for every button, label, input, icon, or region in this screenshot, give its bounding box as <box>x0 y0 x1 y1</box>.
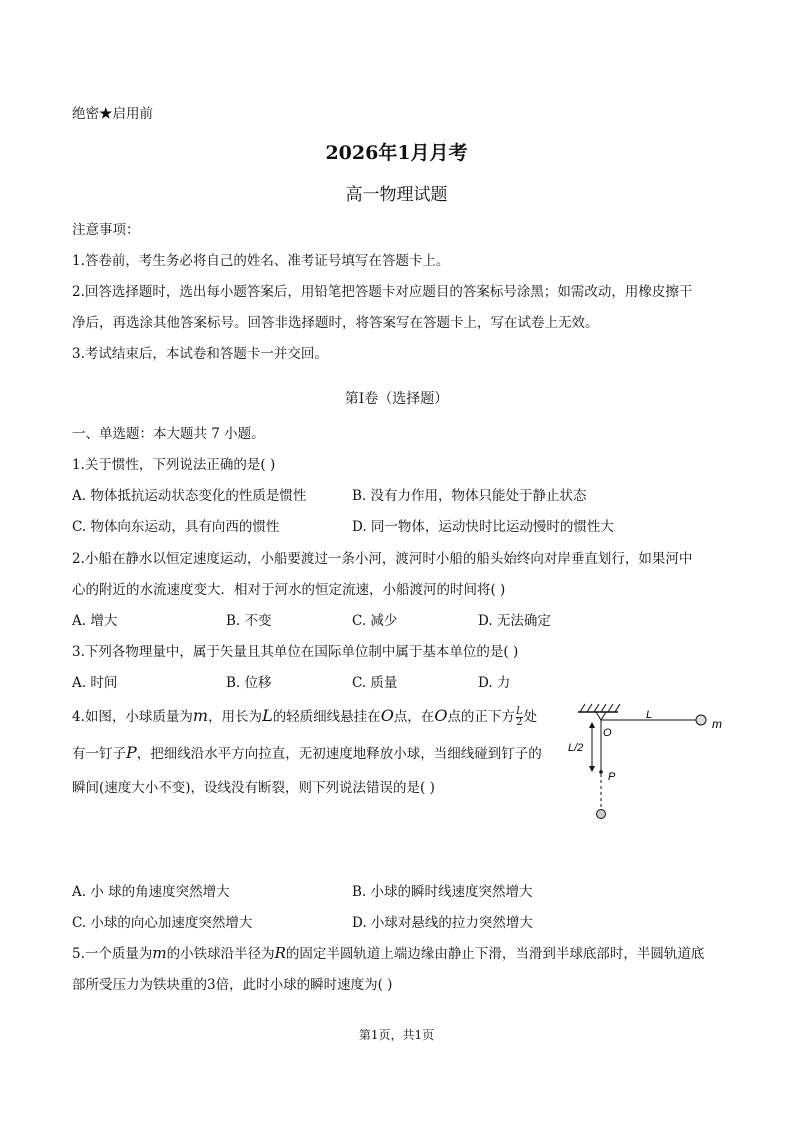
peg-p <box>599 770 603 774</box>
q4-frac-den: 2 <box>516 717 523 728</box>
exam-title: 2026年1月月考 <box>325 142 468 164</box>
q3-option-c: C. 质量 <box>352 675 398 691</box>
note-item-2-cont: 净后，再选涂其他答案标号。回答非选择题时，将答案写在答题卡上，写在试卷上无效。 <box>72 315 599 331</box>
q5-var-m: m <box>152 944 167 962</box>
q4-text: 有一钉子 <box>72 746 126 762</box>
notes-heading: 注意事项： <box>72 222 140 238</box>
q5-text: 的小铁球沿半径为 <box>166 946 275 962</box>
q2-stem-line1: 2.小船在静水以恒定速度运动，小船要渡过一条小河，渡河时小船的船头始终向对岸垂直划行，如果河中 <box>72 551 693 567</box>
label-O: O <box>603 727 612 739</box>
ball-m <box>696 715 706 725</box>
q4-fraction <box>516 707 523 728</box>
q4-var-O2: O <box>434 706 448 725</box>
q2-option-b: B. 不变 <box>226 613 272 629</box>
q1-option-a: A. 物体抵抗运动状态变化的性质是惯性 <box>72 488 307 504</box>
q4-stem-line1 <box>72 705 537 728</box>
q1-stem: 1.关于惯性，下列说法正确的是( ) <box>72 457 276 473</box>
q4-text: 的轻质细线悬挂在 <box>272 709 381 725</box>
label-m: m <box>712 717 722 731</box>
q2-stem-line2: 心的附近的水流速度变大．相对于河水的恒定流速，小船渡河的时间将( ) <box>72 582 506 598</box>
ball-lower <box>597 810 606 819</box>
q3-stem: 3.下列各物理量中，属于矢量且其单位在国际单位制中属于基本单位的是( ) <box>72 644 519 660</box>
q4-var-O: O <box>380 706 394 725</box>
note-item-1: 1.答卷前，考生务必将自己的姓名、准考证号填写在答题卡上。 <box>72 253 450 269</box>
q5-stem-line1 <box>72 942 704 962</box>
pivot-mark <box>596 712 606 720</box>
q1-option-c: C. 物体向东运动，具有向西的惯性 <box>72 519 280 535</box>
confidential-label: 绝密★启用前 <box>72 106 153 122</box>
exam-subtitle: 高一物理试题 <box>345 185 448 205</box>
q5-stem-line2: 部所受压力为铁块重的3倍，此时小球的瞬时速度为( ) <box>72 977 393 993</box>
arrow-up-icon <box>589 722 595 728</box>
q5-var-R: R <box>274 944 286 962</box>
q4-option-b: B. 小球的瞬时线速度突然增大 <box>352 884 533 900</box>
ceiling-hatch <box>580 704 620 712</box>
q4-var-m: m <box>192 706 209 725</box>
q4-text: ，用长为 <box>208 709 263 725</box>
q3-option-b: B. 位移 <box>226 675 272 691</box>
q4-text: 4.如图，小球质量为 <box>72 709 193 725</box>
q4-text: 处 <box>523 709 538 725</box>
q4-text: ，把细线沿水平方向拉直，无初速度地释放小球，当细线碰到钉子的 <box>136 746 542 762</box>
q4-frac-num: L <box>515 706 523 717</box>
q3-option-a: A. 时间 <box>72 675 118 691</box>
page-footer: 第1页，共1页 <box>358 1028 435 1042</box>
q2-option-c: C. 减少 <box>352 613 398 629</box>
q5-text: 的固定半圆轨道上端边缘由静止下滑，当滑到半球底部时，半圆轨道底 <box>285 946 705 962</box>
q4-option-c: C. 小球的向心加速度突然增大 <box>72 915 253 931</box>
q1-option-b: B. 没有力作用，物体只能处于静止状态 <box>352 488 587 504</box>
q4-stem-line2 <box>72 742 542 762</box>
q4-text: 点的正下方 <box>447 709 515 725</box>
note-item-3: 3.考试结束后，本试卷和答题卡一并交回。 <box>72 346 328 362</box>
q2-option-a: A. 增大 <box>72 613 118 629</box>
q2-option-d: D. 无法确定 <box>478 613 551 629</box>
q4-var-L: L <box>262 706 273 725</box>
q4-var-P: P <box>126 743 137 762</box>
label-L: L <box>646 709 653 721</box>
arrow-down-icon <box>589 766 595 772</box>
section-title: 第Ⅰ卷（选择题） <box>344 391 449 407</box>
section-subtitle: 一、单选题：本大题共 7 小题。 <box>72 426 265 442</box>
q4-pendulum-figure <box>568 700 732 830</box>
q3-option-d: D. 力 <box>478 675 511 691</box>
label-P: P <box>608 771 616 783</box>
label-L2: L/2 <box>568 742 584 754</box>
q4-stem-line3: 瞬间(速度大小不变)，设线没有断裂，则下列说法错误的是( ) <box>72 780 435 796</box>
q1-option-d: D. 同一物体，运动快时比运动慢时的惯性大 <box>352 519 614 535</box>
q5-text: 5.一个质量为 <box>72 946 153 962</box>
q4-option-a: A. 小 球的角速度突然增大 <box>72 884 230 900</box>
q4-text: 点，在 <box>393 709 435 725</box>
note-item-2: 2.回答选择题时，选出每小题答案后，用铅笔把答题卡对应题目的答案标号涂黑；如需改动，用橡皮擦干 <box>72 284 693 300</box>
q4-option-d: D. 小球对悬线的拉力突然增大 <box>352 915 533 931</box>
